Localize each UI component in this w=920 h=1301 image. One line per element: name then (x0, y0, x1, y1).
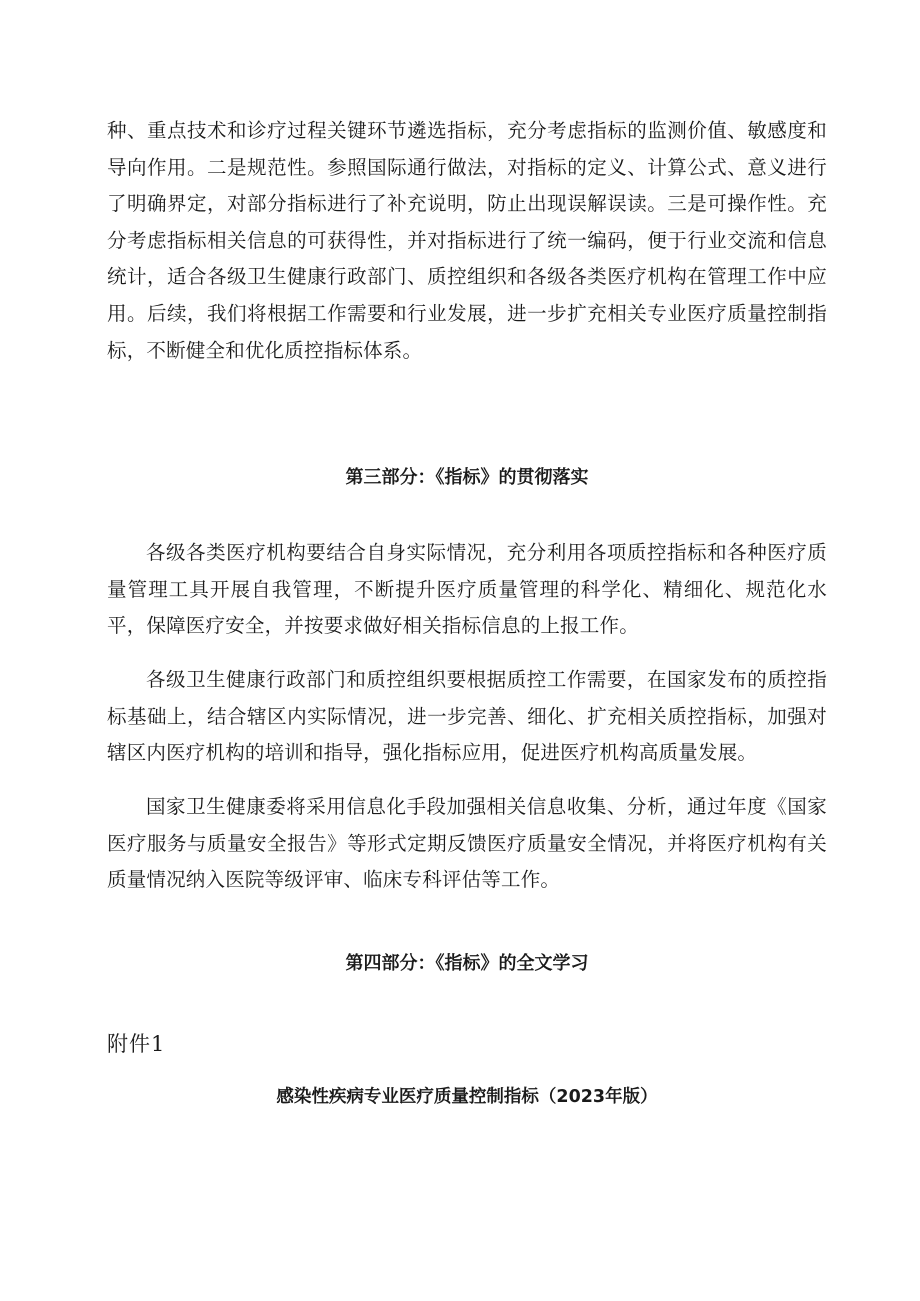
part3-heading: 第三部分：《指标》的贯彻落实 (345, 467, 589, 488)
attachment-label: 附件1 (107, 1032, 166, 1056)
intro-paragraph: 种、重点技术和诊疗过程关键环节遴选指标，充分考虑指标的监测价值、敏感度和导向作用。二是规范性。参照国际通行做法，对指标的定义、计算公式、意义进行了明确界定，对部分指标进行了补充说明，防止出现误解误读。三是可操作性。充分考虑指标相关信息的可获得性，并对指标进行了统一编码，便于行业交流和信息统计，适合各级卫生健康行政部门、质控组织和各级各类医疗机构在管理工作中应用。后续，我们将根据工作需要和行业发展，进一步扩充相关专业医疗质量控制指标，不断健全和优化质控指标体系。 (107, 119, 827, 362)
part3-paragraph-2: 各级卫生健康行政部门和质控组织要根据质控工作需要，在国家发布的质控指标基础上，结合辖区内实际情况，进一步完善、细化、扩充相关质控指标，加强对辖区内医疗机构的培训和指导，强化指标应用，促进医疗机构高质量发展。 (107, 668, 827, 765)
part3-paragraph-3: 国家卫生健康委将采用信息化手段加强相关信息收集、分析，通过年度《国家医疗服务与质量安全报告》等形式定期反馈医疗质量安全情况，并将医疗机构有关质量情况纳入医院等级评审、临床专科评估等工作。 (107, 795, 827, 892)
part4-heading: 第四部分：《指标》的全文学习 (345, 953, 589, 974)
part3-paragraph-1: 各级各类医疗机构要结合自身实际情况，充分利用各项质控指标和各种医疗质量管理工具开展自我管理，不断提升医疗质量管理的科学化、精细化、规范化水平，保障医疗安全，并按要求做好相关指标信息的上报工作。 (107, 541, 827, 638)
attachment-title: 感染性疾病专业医疗质量控制指标（2023年版） (276, 1087, 658, 1107)
